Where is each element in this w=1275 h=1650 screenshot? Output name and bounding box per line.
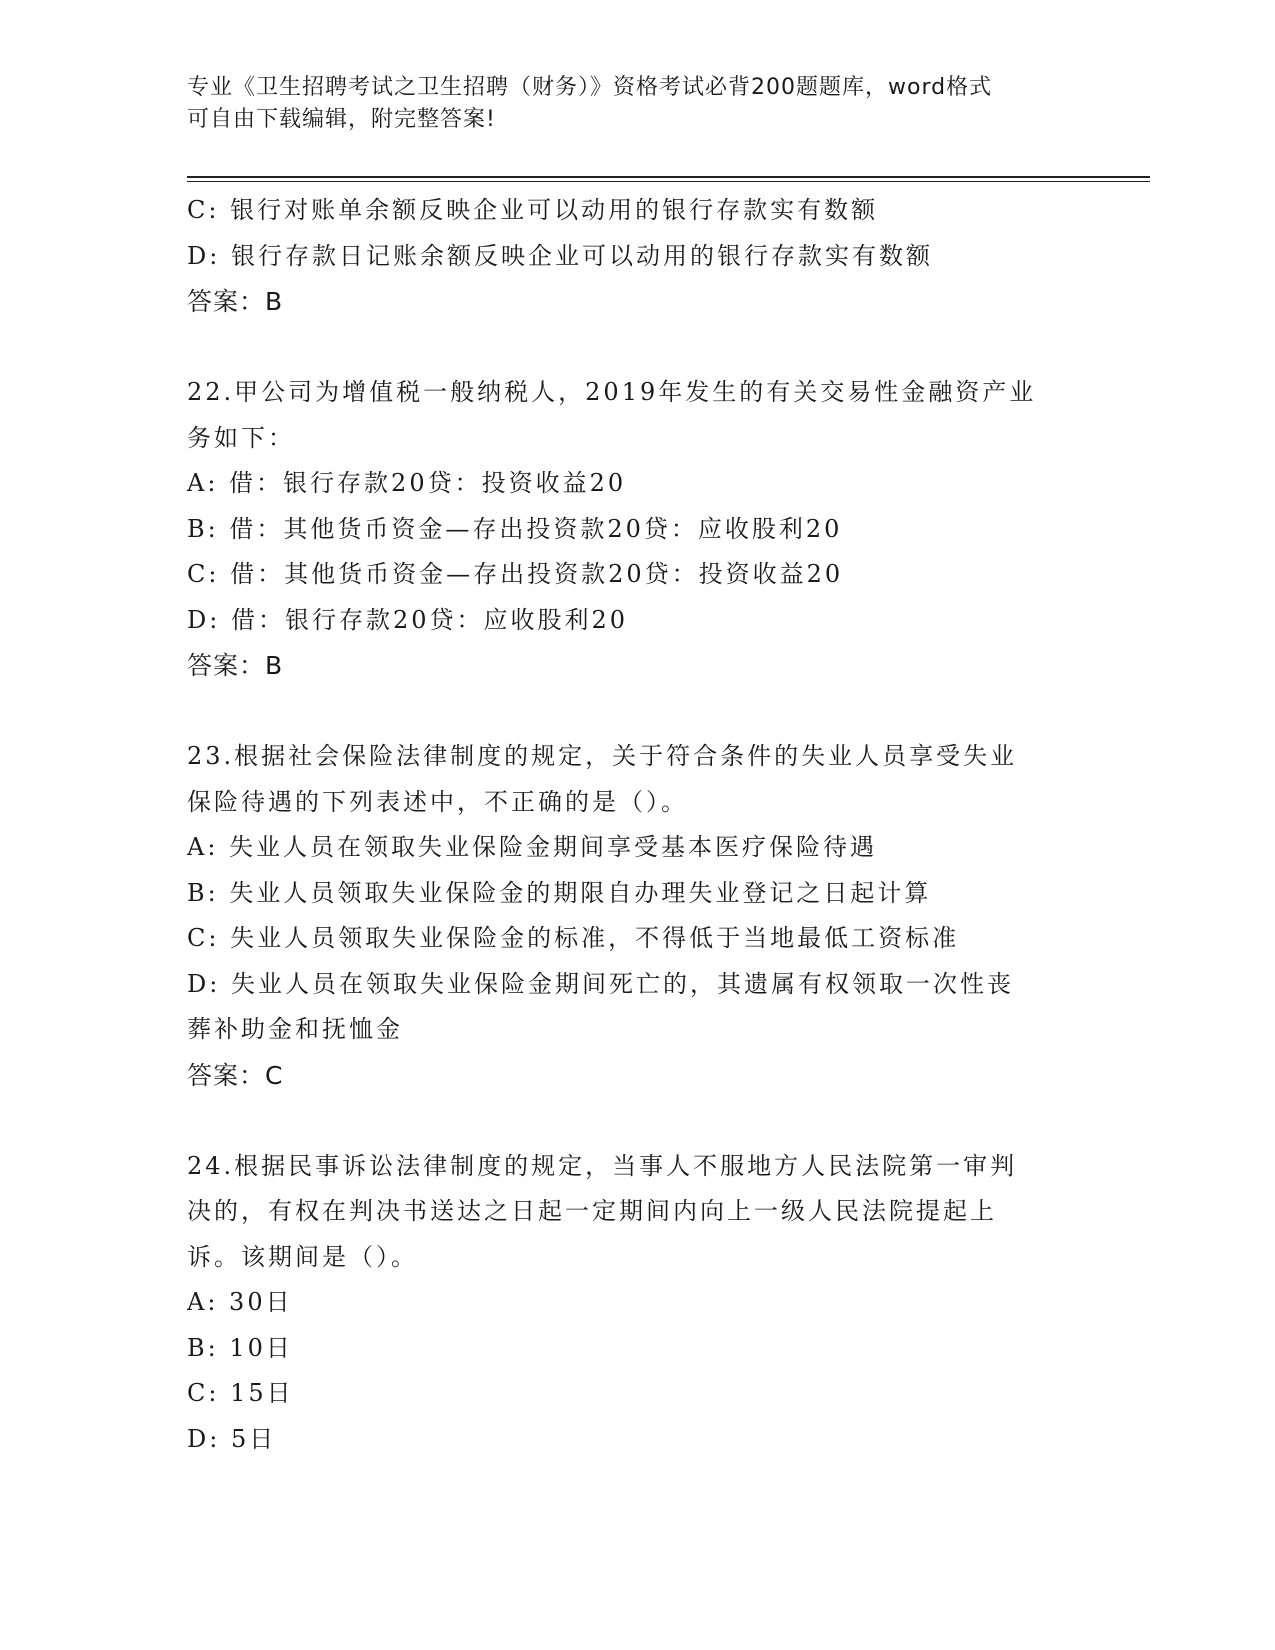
q23-answer: 答案：C <box>187 1060 284 1090</box>
q22-option-a: A: 借：银行存款20贷：投资收益20 <box>187 469 627 497</box>
question-content <box>187 188 1087 1462</box>
q23-option-d-line-2: 葬补助金和抚恤金 <box>187 1015 403 1043</box>
q23-stem-line-2: 保险待遇的下列表述中，不正确的是（）。 <box>187 787 688 816</box>
header-divider-thick <box>187 176 1150 178</box>
q21-answer: 答案：B <box>187 287 284 316</box>
q24-stem-line-1: 24.根据民事诉讼法律制度的规定，当事人不服地方人民法院第一审判 <box>187 1151 1018 1180</box>
q24-stem-line-3: 诉。该期间是（）。 <box>187 1242 418 1271</box>
q23-stem-line-1: 23.根据社会保险法律制度的规定，关于符合条件的失业人员享受失业 <box>187 742 1018 770</box>
q23-option-a: A: 失业人员在领取失业保险金期间享受基本医疗保险待遇 <box>187 833 878 861</box>
q23-option-d-line-1: D: 失业人员在领取失业保险金期间死亡的，其遗属有权领取一次性丧 <box>187 969 1014 998</box>
q24-option-b: B: 10日 <box>187 1333 293 1362</box>
q24-stem-line-2: 决的，有权在判决书送达之日起一定期间内向上一级人民法院提起上 <box>187 1197 997 1225</box>
q21-option-c: C: 银行对账单余额反映企业可以动用的银行存款实有数额 <box>187 196 879 224</box>
header-title-line-1: 专业《卫生招聘考试之卫生招聘（财务）》资格考试必背200题题库，word格式 <box>187 75 993 100</box>
spacer <box>187 325 1087 371</box>
q24-option-a: A: 30日 <box>187 1288 293 1316</box>
spacer <box>187 1098 1087 1144</box>
q22-stem-line-2: 务如下： <box>187 423 295 452</box>
question-22 <box>187 370 1087 689</box>
q24-option-d: D: 5日 <box>187 1424 277 1453</box>
document-header <box>187 72 1067 136</box>
question-21 <box>187 188 1087 325</box>
spacer <box>187 689 1087 735</box>
q22-option-d: D: 借：银行存款20贷：应收股利20 <box>187 605 629 634</box>
q22-option-b: B: 借：其他货币资金—存出投资款20贷：应收股利20 <box>187 514 843 543</box>
q22-answer: 答案：B <box>187 651 284 680</box>
question-23 <box>187 734 1087 1098</box>
q22-option-c: C: 借：其他货币资金—存出投资款20贷：投资收益20 <box>187 560 844 588</box>
q21-option-d: D: 银行存款日记账余额反映企业可以动用的银行存款实有数额 <box>187 241 933 270</box>
q22-stem-line-1: 22.甲公司为增值税一般纳税人，2019年发生的有关交易性金融资产业 <box>187 378 1037 406</box>
header-divider-thin <box>187 181 1150 182</box>
header-title-line-2: 可自由下载编辑，附完整答案! <box>187 107 496 132</box>
q23-option-b: B: 失业人员领取失业保险金的期限自办理失业登记之日起计算 <box>187 878 932 907</box>
q23-option-c: C: 失业人员领取失业保险金的标准，不得低于当地最低工资标准 <box>187 924 960 952</box>
q24-option-c: C: 15日 <box>187 1379 294 1407</box>
question-24 <box>187 1144 1087 1463</box>
